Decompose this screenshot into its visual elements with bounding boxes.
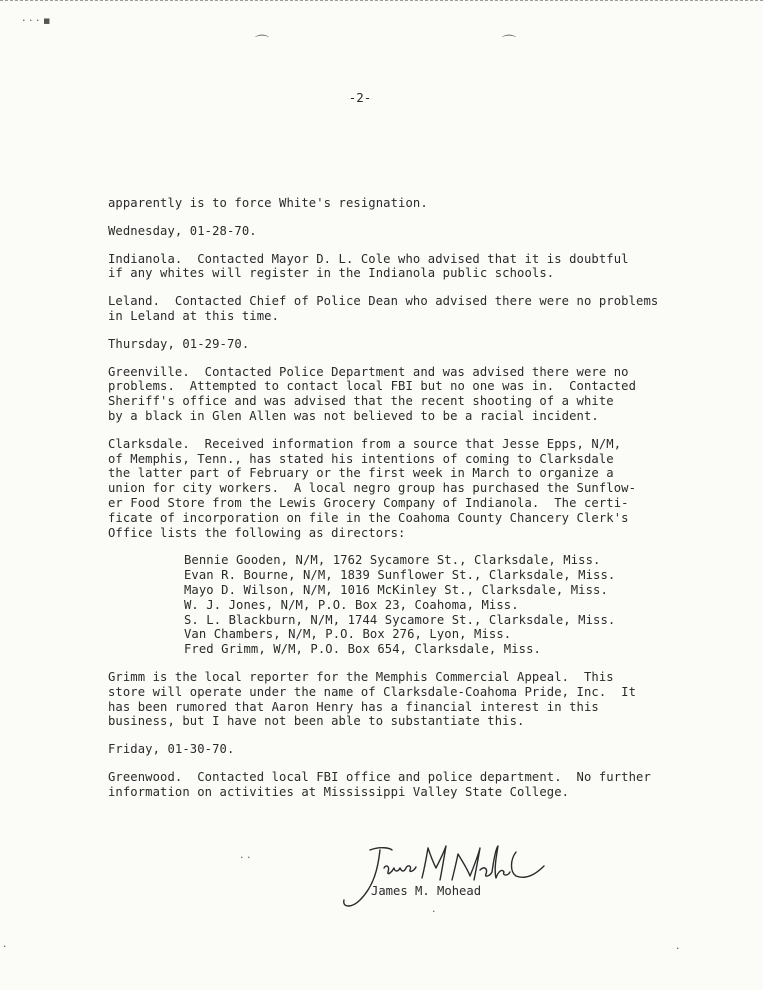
text-line: of Memphis, Tenn., has stated his intentions of coming to Clarksdale: [108, 451, 614, 466]
scan-speck: · ·: [240, 851, 251, 864]
director-entry: Fred Grimm, W/M, P.O. Box 654, Clarksdale, Miss.: [184, 642, 541, 657]
director-entry: Bennie Gooden, N/M, 1762 Sycamore St., Clarksdale, Miss.: [184, 553, 601, 568]
paragraph: [108, 770, 678, 800]
text-line: business, but I have not been able to substantiate this.: [108, 714, 525, 729]
text-line: Wednesday, 01-28-70.: [108, 223, 257, 238]
text-line: Greenwood. Contacted local FBI office and police department. No further: [108, 769, 651, 784]
paragraphs-before: [108, 196, 678, 540]
text-line: in Leland at this time.: [108, 308, 280, 323]
text-line: by a black in Glen Allen was not believed to be a racial incident.: [108, 408, 599, 423]
paragraph: [108, 337, 678, 352]
binder-mark-left: ⌒: [255, 35, 269, 51]
text-line: er Food Store from the Lewis Grocery Company of Indianola. The certi-: [108, 495, 629, 510]
text-line: store will operate under the name of Clarksdale-Coahoma Pride, Inc. It: [108, 684, 637, 699]
scan-speck: ·: [676, 942, 680, 955]
typed-signature-name: James M. Mohead: [371, 884, 482, 898]
director-entry: Mayo D. Wilson, N/M, 1016 McKinley St., Clarksdale, Miss.: [184, 582, 608, 597]
scan-speck: · · · ▪: [22, 14, 51, 27]
paragraph: [108, 294, 678, 324]
text-line: has been rumored that Aaron Henry has a financial interest in this: [108, 699, 599, 714]
paragraph: [108, 224, 678, 239]
paragraph: [108, 196, 678, 211]
paragraph: [108, 252, 678, 282]
director-entry: W. J. Jones, N/M, P.O. Box 23, Coahoma, Miss.: [184, 597, 519, 612]
text-line: Greenville. Contacted Police Department and was advised there were no: [108, 364, 629, 379]
text-line: Friday, 01-30-70.: [108, 742, 235, 757]
text-line: Office lists the following as directors:: [108, 525, 406, 540]
text-line: Indianola. Contacted Mayor D. L. Cole who advised that it is doubtful: [108, 251, 629, 266]
paragraph: [108, 365, 678, 424]
text-line: Thursday, 01-29-70.: [108, 336, 250, 351]
text-line: problems. Attempted to contact local FBI but no one was in. Contacted: [108, 379, 637, 394]
text-line: Leland. Contacted Chief of Police Dean who advised there were no problems: [108, 294, 659, 309]
text-line: Grimm is the local reporter for the Memphis Commercial Appeal. This: [108, 669, 614, 684]
paragraphs-after: [108, 670, 678, 800]
binder-mark-right: ⌒: [502, 35, 516, 51]
text-line: ficate of incorporation on file in the Coahoma County Chancery Clerk's: [108, 510, 629, 525]
document-body: [108, 196, 678, 813]
director-entry: Evan R. Bourne, N/M, 1839 Sunflower St., Clarksdale, Miss.: [184, 568, 616, 583]
text-line: information on activities at Mississippi Valley State College.: [108, 784, 570, 799]
text-line: union for city workers. A local negro group has purchased the Sunflow-: [108, 481, 637, 496]
page-number: -2-: [348, 90, 372, 105]
director-entry: S. L. Blackburn, N/M, 1744 Sycamore St., Clarksdale, Miss.: [184, 612, 616, 627]
text-line: Clarksdale. Received information from a source that Jesse Epps, N/M,: [108, 436, 622, 451]
page-top-edge: [0, 0, 763, 5]
text-line: apparently is to force White's resignation.: [108, 196, 428, 210]
paragraph: [108, 742, 678, 757]
director-entry: Van Chambers, N/M, P.O. Box 276, Lyon, Miss.: [184, 627, 512, 642]
text-line: Sheriff's office and was advised that the recent shooting of a white: [108, 394, 614, 409]
text-line: if any whites will register in the Indianola public schools.: [108, 266, 555, 281]
paragraph: [108, 670, 678, 729]
text-line: the latter part of February or the first week in March to organize a: [108, 466, 614, 481]
scan-speck: ·: [432, 905, 436, 918]
paragraph: [108, 437, 678, 541]
directors-list: [184, 553, 678, 657]
handwritten-signature: [340, 838, 560, 918]
signature-block: [340, 838, 560, 918]
scan-speck: ·: [3, 940, 7, 953]
